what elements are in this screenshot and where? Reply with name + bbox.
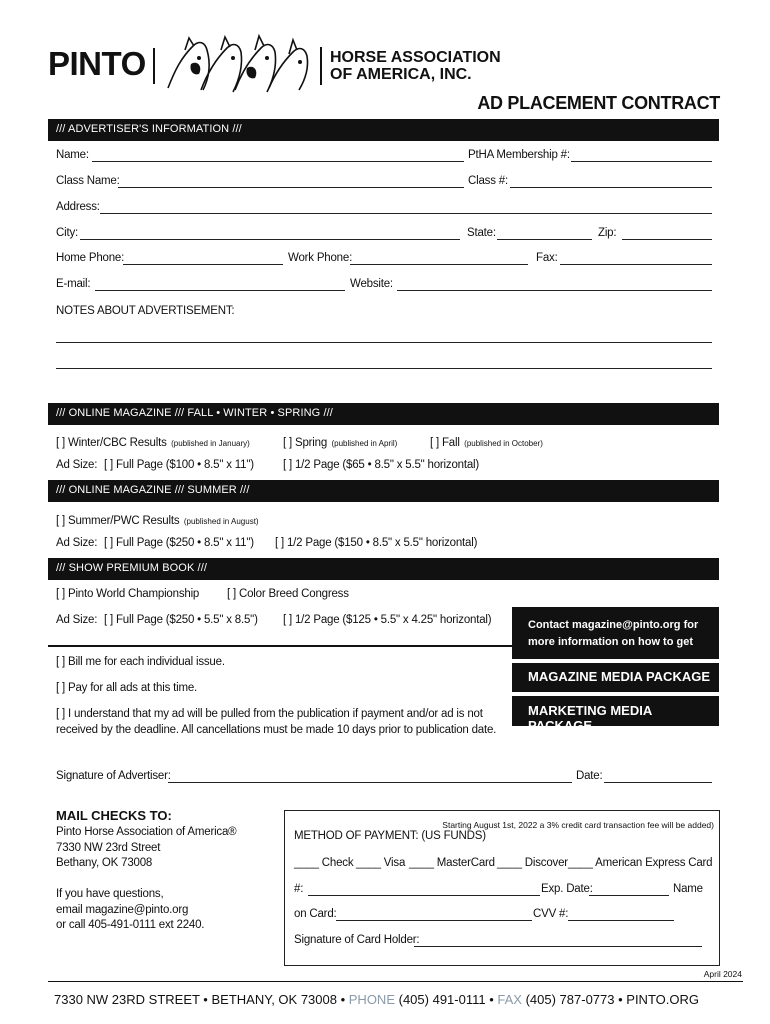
mail-address-line3: Bethany, OK 73008 [56,857,153,869]
premium-ad-size-label: Ad Size: [56,614,98,626]
exp-date-label: Exp. Date: [541,883,593,895]
check-option[interactable]: ____ Check [294,857,354,869]
cvv-label: CVV #: [533,908,569,920]
exp-date-field[interactable] [589,895,669,896]
email-field[interactable] [95,290,345,291]
questions-line2: email magazine@pinto.org [56,904,189,916]
credit-card-fee-note: Starting August 1st, 2022 a 3% credit card transaction fee will be added) [442,820,714,830]
on-card-label: on Card: [294,908,337,920]
mail-checks-title: MAIL CHECKS TO: [56,808,172,823]
address-label: Address: [56,201,100,213]
membership-label: PtHA Membership #: [468,149,570,161]
fall-label: [ ] Fall [430,437,460,449]
state-label: State: [467,227,496,239]
revision-date: April 2024 [703,969,742,979]
work-phone-field[interactable] [350,264,528,265]
signature-date-label: Date: [576,770,603,782]
class-name-label: Class Name: [56,175,120,187]
understand-option-line1[interactable]: [ ] I understand that my ad will be pulled from the publication if payment and/or ad is not [56,708,483,720]
city-label: City: [56,227,79,239]
winter-cbc-label: [ ] Winter/CBC Results [56,437,167,449]
card-number-label: #: [294,883,304,895]
name-on-card-field[interactable] [336,920,532,921]
zip-label: Zip: [598,227,617,239]
footer-rule [48,981,743,982]
summer-full-page-option[interactable]: [ ] Full Page ($250 • 8.5" x 11") [104,537,254,549]
mail-address-line1: Pinto Horse Association of America® [56,826,237,838]
online-summer-section-title: /// ONLINE MAGAZINE /// SUMMER /// [56,484,250,496]
marketing-media-package-button[interactable] [512,696,719,733]
footer-phone: (405) 491-0111 • [398,992,494,1007]
world-championship-option[interactable]: [ ] Pinto World Championship [56,588,200,600]
color-breed-congress-option[interactable]: [ ] Color Breed Congress [227,588,349,600]
winter-cbc-option[interactable] [56,433,250,451]
org-name-line1: HORSE ASSOCIATION [330,49,501,66]
premium-half-page-option[interactable]: [ ] 1/2 Page ($125 • 5.5" x 4.25" horizontal) [283,614,492,626]
footer-fax-label: FAX [497,992,522,1007]
advertiser-section-bar [48,119,719,141]
class-number-label: Class #: [468,175,508,187]
magazine-media-package-label: MAGAZINE MEDIA PACKAGE [528,669,710,684]
fax-label: Fax: [536,252,558,264]
website-field[interactable] [397,290,712,291]
contact-line-2: more information on how to get [528,636,693,648]
questions-line3: or call 405-491-0111 ext 2240. [56,919,205,931]
org-divider [320,47,322,85]
pay-all-option[interactable]: [ ] Pay for all ads at this time. [56,682,198,694]
membership-field[interactable] [571,161,712,162]
class-name-field[interactable] [118,187,464,188]
payment-method-label: METHOD OF PAYMENT: (US FUNDS) [294,830,486,842]
card-holder-signature-label: Signature of Card Holder: [294,934,420,946]
marketing-media-package-label: MARKETING MEDIA PACKAGE [528,703,652,733]
class-number-field[interactable] [510,187,712,188]
discover-option[interactable]: ____ Discover [497,857,568,869]
online-summer-section-bar [48,480,719,502]
fws-ad-size-label: Ad Size: [56,459,98,471]
spring-label: [ ] Spring [283,437,328,449]
name-label: Name: [56,149,89,161]
footer-contact [54,992,699,1007]
visa-option[interactable]: ____ Visa [356,857,406,869]
advertiser-signature-field[interactable] [168,782,572,783]
online-fws-section-title: /// ONLINE MAGAZINE /// FALL • WINTER • SPRING /// [56,407,333,419]
horse-heads-logo [163,30,313,101]
fws-half-page-option[interactable]: [ ] 1/2 Page ($65 • 8.5" x 5.5" horizontal) [283,459,480,471]
summer-pwc-label: [ ] Summer/PWC Results [56,515,180,527]
website-label: Website: [350,278,393,290]
fall-option[interactable] [430,433,543,451]
mastercard-option[interactable]: ____ MasterCard [409,857,495,869]
name-field[interactable] [92,161,464,162]
summer-ad-size-label: Ad Size: [56,537,98,549]
card-number-field[interactable] [308,895,540,896]
address-field[interactable] [100,213,712,214]
home-phone-field[interactable] [123,264,283,265]
magazine-media-package-button[interactable] [512,663,719,692]
summer-half-page-option[interactable]: [ ] 1/2 Page ($150 • 8.5" x 5.5" horizontal) [275,537,478,549]
card-holder-signature-field[interactable] [414,946,702,947]
summer-pwc-note: (published in August) [183,517,259,526]
footer-address: 7330 NW 23RD STREET • BETHANY, OK 73008 • [54,992,346,1007]
email-label: E-mail: [56,278,91,290]
notes-line-1[interactable] [56,342,712,343]
amex-option[interactable]: ____ American Express Card [568,857,713,869]
fws-full-page-option[interactable]: [ ] Full Page ($100 • 8.5" x 11") [104,459,254,471]
notes-label: NOTES ABOUT ADVERTISEMENT: [56,305,235,317]
footer-fax: (405) 787-0773 • PINTO.ORG [525,992,699,1007]
logo-text: PINTO [48,45,146,82]
online-fws-section-bar [48,403,719,425]
city-field[interactable] [80,239,460,240]
state-field[interactable] [497,239,592,240]
premium-book-section-title: /// SHOW PREMIUM BOOK /// [56,562,208,574]
billing-divider [48,645,512,647]
bill-each-issue-option[interactable]: [ ] Bill me for each individual issue. [56,656,225,668]
fall-note: (published in October) [464,439,543,448]
premium-book-section-bar [48,558,719,580]
premium-full-page-option[interactable]: [ ] Full Page ($250 • 5.5" x 8.5") [104,614,258,626]
work-phone-label: Work Phone: [288,252,353,264]
fax-field[interactable] [560,264,712,265]
org-name-line2: OF AMERICA, INC. [330,66,472,83]
home-phone-label: Home Phone: [56,252,125,264]
zip-field[interactable] [622,239,712,240]
contact-box [512,607,719,659]
name-on-card-label: Name [673,883,703,895]
footer-phone-label: PHONE [348,992,395,1007]
understand-option-line2: received by the deadline. All cancellations must be made 10 days prior to publication date. [56,724,497,736]
advertiser-signature-label: Signature of Advertiser: [56,770,171,782]
cvv-field[interactable] [568,920,674,921]
notes-line-2[interactable] [56,368,712,369]
questions-line1: If you have questions, [56,888,164,900]
contact-line-1: Contact magazine@pinto.org for [528,619,699,631]
logo-divider [153,48,155,84]
mail-address-line2: 7330 NW 23rd Street [56,842,161,854]
document-title: AD PLACEMENT CONTRACT [477,93,720,113]
advertiser-section-title: /// ADVERTISER'S INFORMATION /// [56,123,242,135]
spring-option[interactable] [283,433,397,451]
winter-cbc-note: (published in January) [171,439,250,448]
summer-pwc-option[interactable] [56,511,259,529]
signature-date-field[interactable] [604,782,712,783]
spring-note: (published in April) [331,439,398,448]
